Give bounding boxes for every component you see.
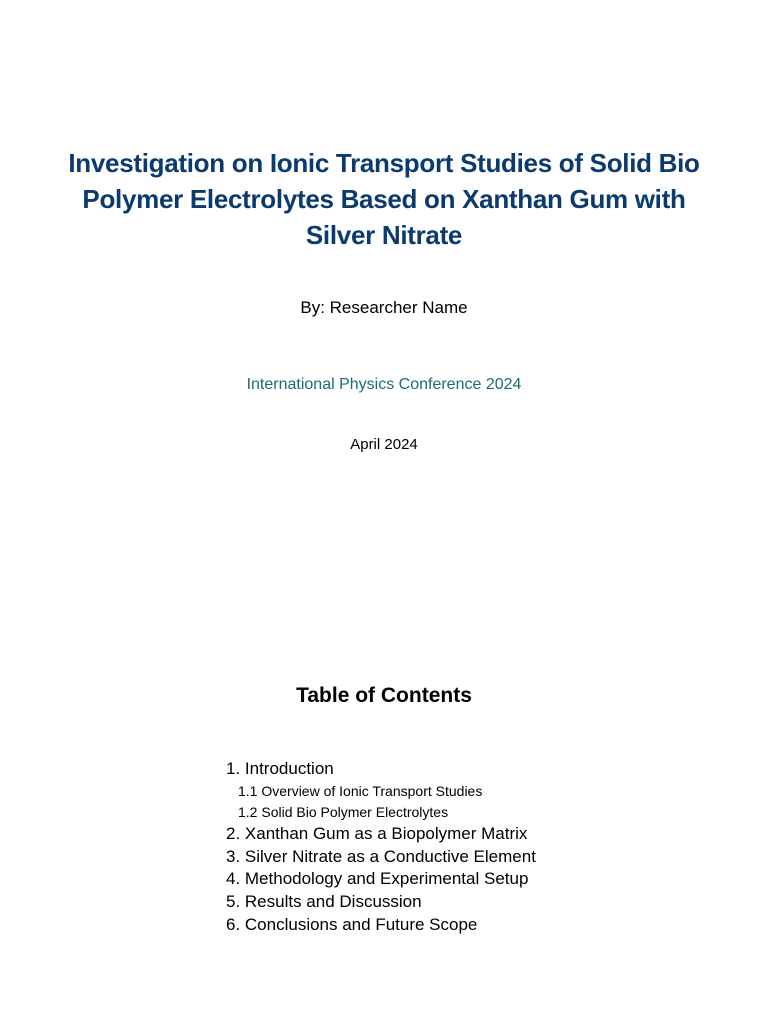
toc-item-methodology[interactable]: 4. Methodology and Experimental Setup: [226, 869, 529, 889]
toc-item-solid-bio-polymer-electrolytes[interactable]: 1.2 Solid Bio Polymer Electrolytes: [238, 803, 449, 820]
author-line: By: Researcher Name: [300, 298, 468, 317]
table-of-contents: [226, 758, 626, 937]
toc-item-results[interactable]: 5. Results and Discussion: [226, 892, 422, 912]
toc-item-introduction[interactable]: 1. Introduction: [226, 759, 334, 778]
conference-name: International Physics Conference 2024: [246, 376, 522, 393]
toc-heading: Table of Contents: [296, 684, 472, 707]
toc-item-conclusions[interactable]: 6. Conclusions and Future Scope: [226, 914, 478, 934]
toc-item-silver-nitrate[interactable]: 3. Silver Nitrate as a Conductive Element: [226, 846, 536, 866]
toc-item-xanthan-gum[interactable]: 2. Xanthan Gum as a Biopolymer Matrix: [226, 823, 528, 843]
toc-item-overview-ionic-transport[interactable]: 1.1 Overview of Ionic Transport Studies: [238, 782, 483, 799]
document-date: April 2024: [350, 436, 418, 453]
document-title: Investigation on Ionic Transport Studies of Solid Bio Polymer Electrolytes Based on Xanthan Gum with Silver Nitrate: [68, 148, 700, 250]
